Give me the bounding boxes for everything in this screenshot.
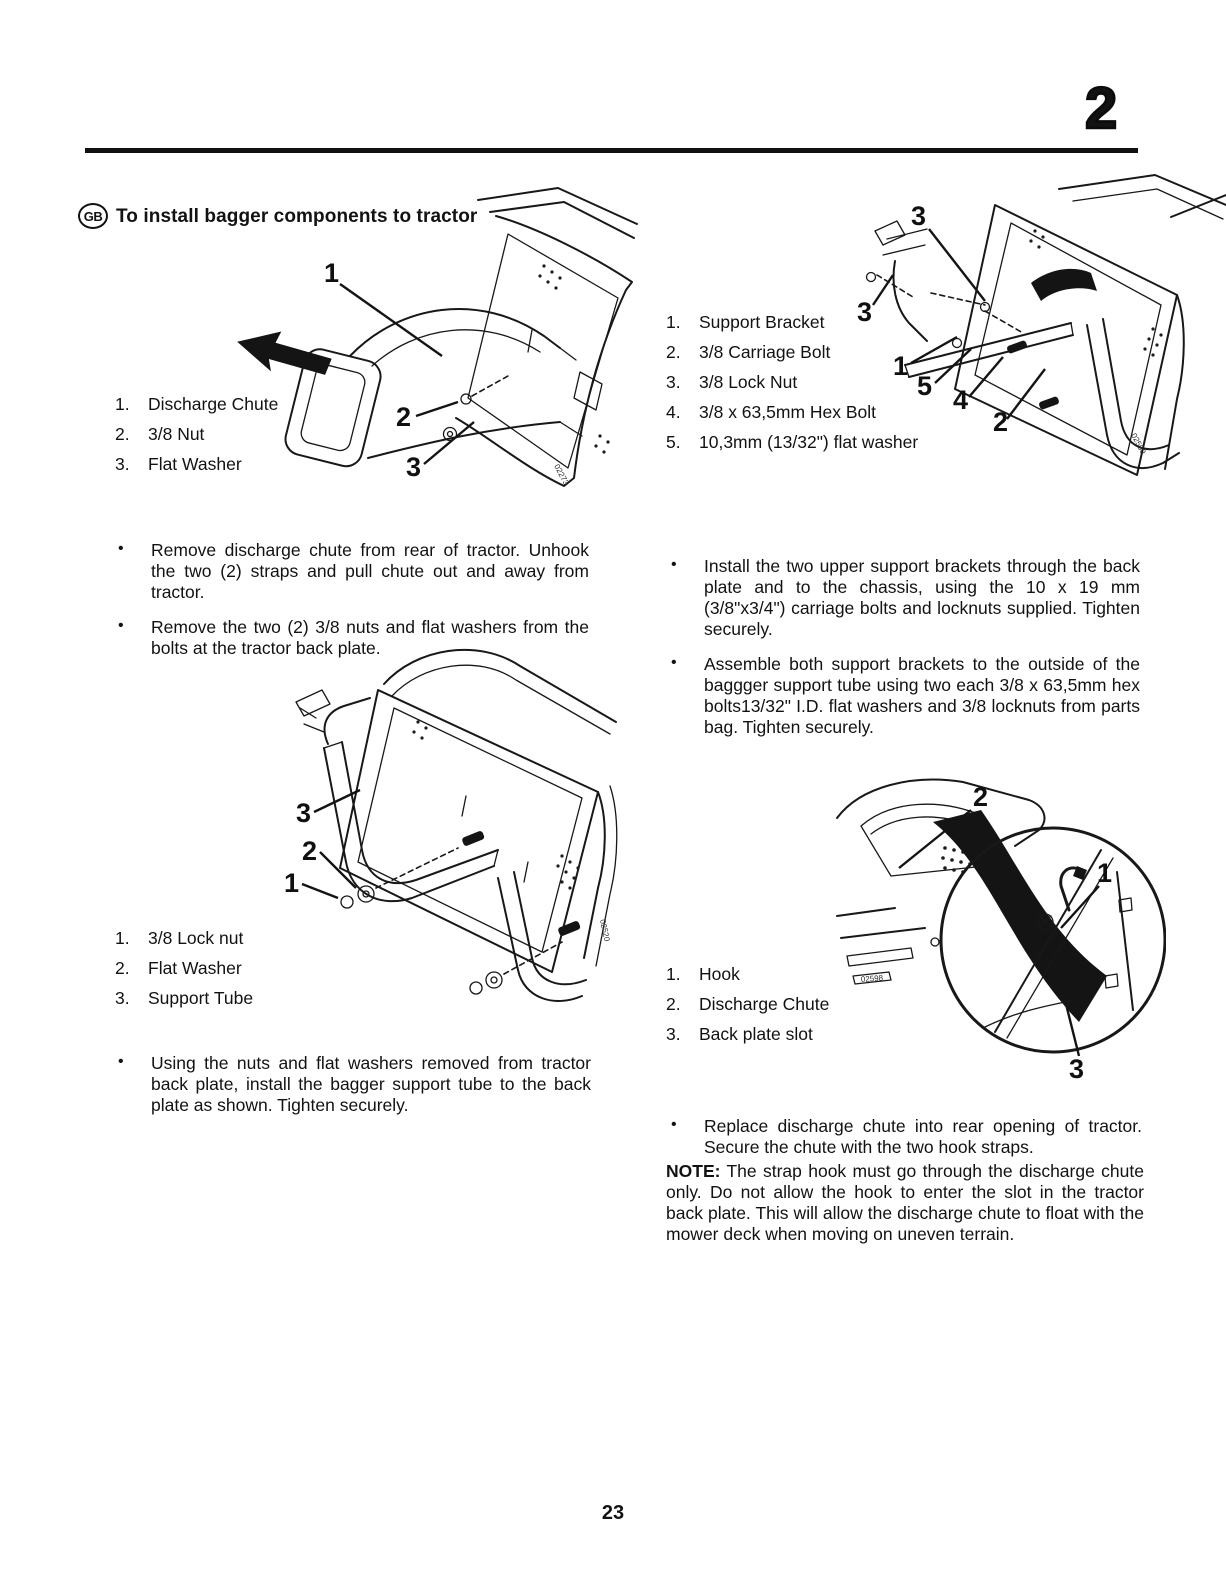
section-title: To install bagger components to tractor xyxy=(116,206,478,227)
parts-item xyxy=(666,994,866,1015)
fig1-callout-2: 2 xyxy=(396,402,412,432)
part-label: 3/8 Carriage Bolt xyxy=(699,342,831,362)
part-number: 1. xyxy=(666,312,681,332)
part-label: Support Tube xyxy=(148,988,254,1008)
fig2-code: 02520 xyxy=(598,918,612,943)
part-number: 2. xyxy=(666,994,681,1014)
part-label: Flat Washer xyxy=(148,958,242,978)
parts-item xyxy=(115,988,355,1009)
fig3-callout-5: 5 xyxy=(917,371,933,401)
bullet-marker: • xyxy=(671,654,677,671)
note-text: The strap hook must go through the discharge chute only. Do not allow the hook to enter the slot in the tractor back plate. This will allow the discharge chute to float with the mower deck when moving on uneven terrain. xyxy=(666,1161,1144,1244)
language-badge-gb: GB xyxy=(78,203,108,229)
step-text: Assemble both support brackets to the outside of the baggger support tube using two each 3/8 x 63,5mm hex bolts13/32" I.D. flat washers and 3/8 locknuts from parts bag. Tighten securely. xyxy=(704,654,1140,737)
part-label: 3/8 Lock Nut xyxy=(699,372,798,392)
note-label: NOTE: xyxy=(666,1161,721,1181)
parts-item xyxy=(666,432,924,453)
parts-item xyxy=(666,1024,866,1045)
part-label: 10,3mm (13/32") flat washer xyxy=(699,432,919,452)
part-number: 2. xyxy=(115,424,130,444)
part-number: 2. xyxy=(666,342,681,362)
step-text: Remove the two (2) 3/8 nuts and flat washers from the bolts at the tractor back plate. xyxy=(151,617,589,658)
part-number: 5. xyxy=(666,432,681,452)
part-label: Flat Washer xyxy=(148,454,242,474)
part-number: 1. xyxy=(115,928,130,948)
fig4-callout-2: 2 xyxy=(973,782,989,812)
part-number: 3. xyxy=(666,1024,681,1044)
fig3-callout-3a: 3 xyxy=(911,201,927,231)
part-label: Discharge Chute xyxy=(699,994,830,1014)
bullet-marker: • xyxy=(671,556,677,573)
fig1-callout-3: 3 xyxy=(406,452,422,482)
bullet-marker: • xyxy=(118,1053,124,1070)
fig3-callout-3b: 3 xyxy=(857,297,873,327)
page-number: 23 xyxy=(601,1502,625,1524)
fig3-code: 02560 xyxy=(1129,431,1148,456)
header-rule xyxy=(85,148,1138,153)
parts-item xyxy=(666,402,951,423)
fig3-callout-1: 1 xyxy=(893,351,909,381)
parts-item xyxy=(666,312,951,333)
step-item xyxy=(113,1053,591,1116)
steps-support-tube xyxy=(113,1053,591,1130)
step-item xyxy=(666,556,1140,640)
fig3-callout-4: 4 xyxy=(953,385,969,415)
part-number: 4. xyxy=(666,402,681,422)
step-item xyxy=(666,654,1140,738)
parts-item xyxy=(115,394,375,415)
fig1-callout-1: 1 xyxy=(324,258,340,288)
part-label: Support Bracket xyxy=(699,312,825,332)
parts-list-support-tube xyxy=(115,928,355,1018)
chapter-number: 2 xyxy=(1085,76,1116,141)
fig2-callout-2: 2 xyxy=(302,836,318,866)
parts-item xyxy=(115,958,355,979)
part-label: Discharge Chute xyxy=(148,394,279,414)
fig4-callout-1: 1 xyxy=(1097,858,1113,888)
step-text: Replace discharge chute into rear opening of tractor. Secure the chute with the two hook straps. xyxy=(704,1116,1142,1157)
parts-item xyxy=(666,372,951,393)
parts-list-discharge-chute xyxy=(115,394,375,484)
step-text: Remove discharge chute from rear of tractor. Unhook the two (2) straps and pull chute out and away from tractor. xyxy=(151,540,589,602)
part-label: 3/8 Nut xyxy=(148,424,205,444)
fig4-callout-3: 3 xyxy=(1069,1054,1085,1084)
part-number: 1. xyxy=(115,394,130,414)
part-label: Hook xyxy=(699,964,740,984)
parts-item xyxy=(115,424,375,445)
part-label: 3/8 x 63,5mm Hex Bolt xyxy=(699,402,877,422)
bullet-marker: • xyxy=(118,540,124,557)
parts-item xyxy=(666,342,951,363)
parts-item xyxy=(115,454,375,475)
parts-list-support-brackets xyxy=(666,312,951,462)
figure-hook-detail xyxy=(833,770,1166,1098)
parts-item xyxy=(115,928,355,949)
part-label: Back plate slot xyxy=(699,1024,813,1044)
fig2-callout-3: 3 xyxy=(296,798,312,828)
part-number: 1. xyxy=(666,964,681,984)
parts-item xyxy=(666,964,866,985)
step-item xyxy=(666,1116,1142,1158)
parts-list-hook xyxy=(666,964,866,1054)
bullet-marker: • xyxy=(118,617,124,634)
part-number: 2. xyxy=(115,958,130,978)
note-paragraph xyxy=(666,1161,1144,1245)
part-label: 3/8 Lock nut xyxy=(148,928,244,948)
step-text: Using the nuts and flat washers removed from tractor back plate, install the bagger support tube to the back plate as shown. Tighten securely. xyxy=(151,1053,591,1115)
step-text: Install the two upper support brackets through the back plate and to the chassis, using the 10 x 19 mm (3/8"x3/4") carriage bolts and locknuts supplied. Tighten securely. xyxy=(704,556,1140,639)
bullet-marker: • xyxy=(671,1116,677,1133)
fig3-callout-2: 2 xyxy=(993,407,1009,437)
fig2-callout-1: 1 xyxy=(284,868,300,898)
step-item xyxy=(113,540,589,603)
steps-support-brackets xyxy=(666,556,1140,752)
part-number: 3. xyxy=(115,988,130,1008)
part-number: 3. xyxy=(115,454,130,474)
fig1-code: 02273 xyxy=(552,462,571,487)
part-number: 3. xyxy=(666,372,681,392)
fig4-code: 02598 xyxy=(860,973,884,984)
